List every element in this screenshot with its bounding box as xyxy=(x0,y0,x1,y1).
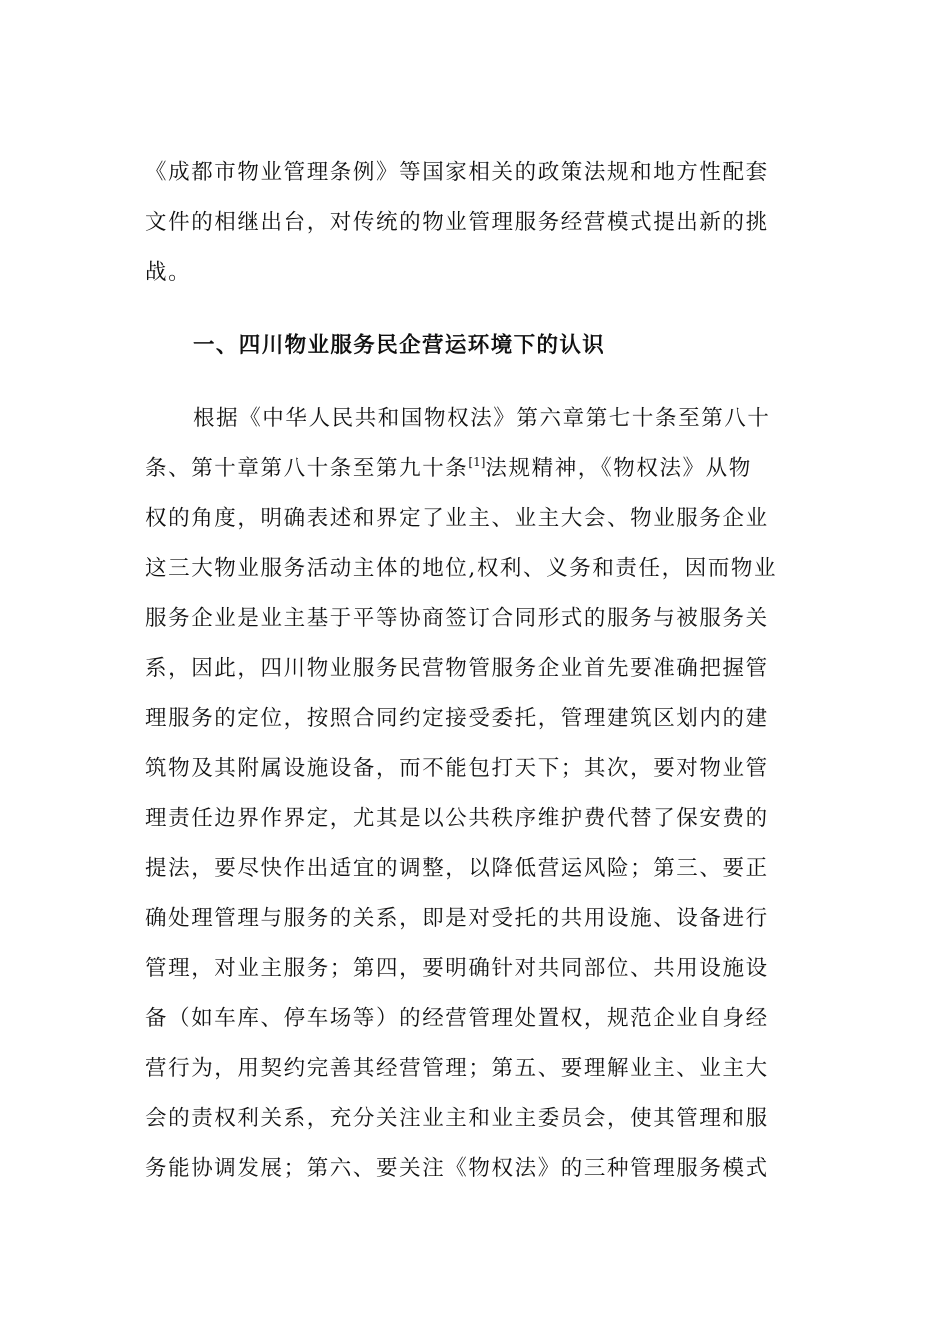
footnote-reference[interactable]: [1] xyxy=(468,455,486,469)
paragraph-line: 管理，对业主服务；第四，要明确针对共同部位、共用设施设 xyxy=(145,956,769,981)
paragraph-line: 系，因此，四川物业服务民营物管服务企业首先要准确把握管 xyxy=(145,656,769,681)
paragraph-text: 条、第十章第八十条至第九十条 xyxy=(145,456,469,481)
paragraph-line: 权的角度，明确表述和界定了业主、业主大会、物业服务企业 xyxy=(145,506,769,531)
paragraph-line: 理责任边界作界定，尤其是以公共秩序维护费代替了保安费的 xyxy=(145,806,769,831)
paragraph-line xyxy=(145,454,752,484)
intro-line-2: 文件的相继出台，对传统的物业管理服务经营模式提出新的挑 xyxy=(145,210,769,235)
intro-line-3: 战。 xyxy=(145,260,192,285)
paragraph-line: 理服务的定位，按照合同约定接受委托，管理建筑区划内的建 xyxy=(145,706,769,731)
intro-line-1: 《成都市物业管理条例》等国家相关的政策法规和地方性配套 xyxy=(145,160,769,185)
paragraph-line: 服务企业是业主基于平等协商签订合同形式的服务与被服务关 xyxy=(145,606,769,631)
paragraph-line: 提法，要尽快作出适宜的调整，以降低营运风险；第三、要正 xyxy=(145,856,769,881)
paragraph-line: 根据《中华人民共和国物权法》第六章第七十条至第八十 xyxy=(193,406,771,431)
paragraph-line: 会的责权利关系，充分关注业主和业主委员会，使其管理和服 xyxy=(145,1106,769,1131)
paragraph-line: 确处理管理与服务的关系，即是对受托的共用设施、设备进行 xyxy=(145,906,769,931)
section-heading: 一、四川物业服务民企营运环境下的认识 xyxy=(193,333,606,358)
paragraph-line: 这三大物业服务活动主体的地位,权利、义务和责任，因而物业 xyxy=(145,556,778,581)
paragraph-line: 备（如车库、停车场等）的经营管理处置权，规范企业自身经 xyxy=(145,1006,769,1031)
paragraph-line: 营行为，用契约完善其经营管理；第五、要理解业主、业主大 xyxy=(145,1056,769,1081)
paragraph-line: 务能协调发展；第六、要关注《物权法》的三种管理服务模式 xyxy=(145,1156,769,1181)
paragraph-text: 法规精神，《物权法》从物 xyxy=(485,456,752,481)
paragraph-line: 筑物及其附属设施设备，而不能包打天下；其次，要对物业管 xyxy=(145,756,769,781)
